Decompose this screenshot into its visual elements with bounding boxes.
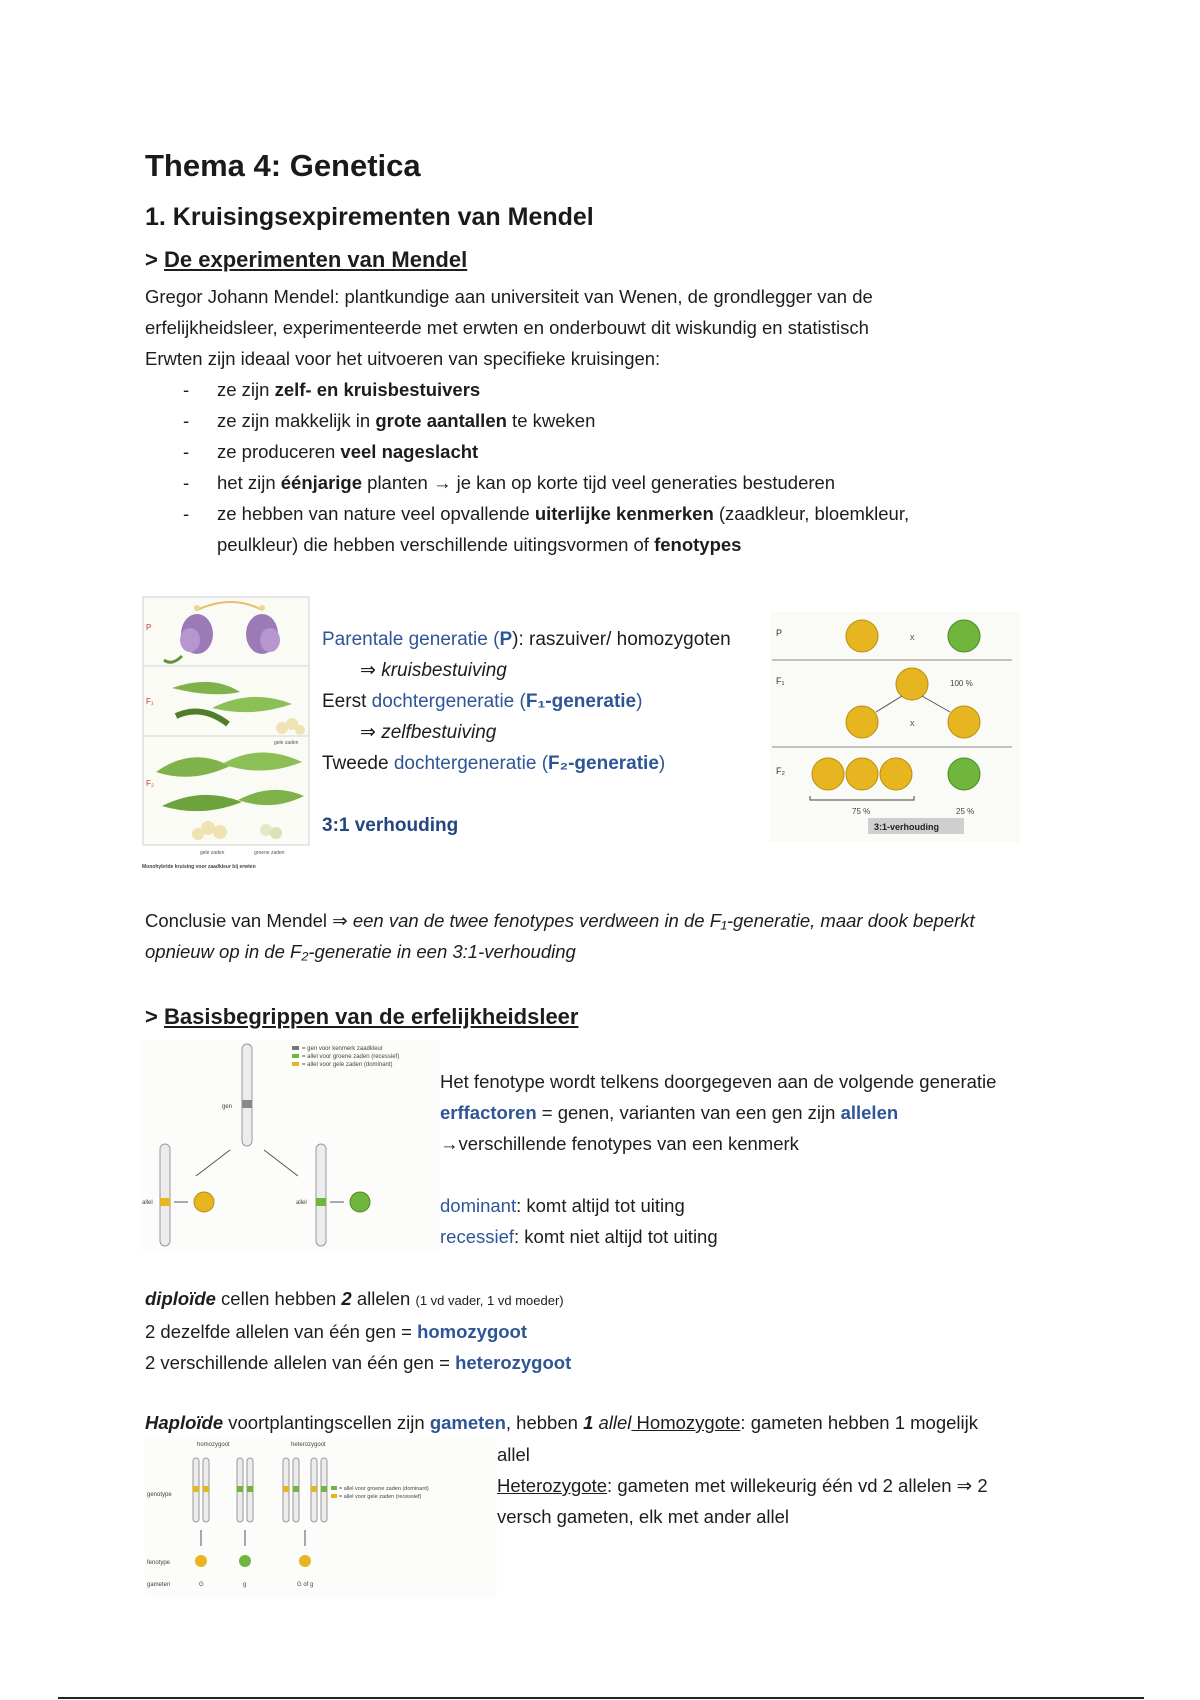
subheading-prefix: > (145, 1004, 158, 1029)
intro-paragraph (145, 281, 1145, 560)
svg-text:= allel voor groene zaden (dom: = allel voor groene zaden (dominant) (339, 1486, 429, 1492)
yellow-seed-icon (846, 620, 878, 652)
svg-text:gele zaden: gele zaden (200, 850, 225, 856)
yellow-seed-icon (896, 668, 928, 700)
basics-block (440, 1066, 1160, 1252)
svg-text:allel: allel (296, 1200, 307, 1206)
chromosome-icon (160, 1144, 170, 1246)
dominant-line: dominant: komt altijd tot uiting (440, 1195, 685, 1216)
svg-text:75 %: 75 % (852, 807, 871, 816)
yellow-seed-icon (948, 706, 980, 738)
green-seed-icon (350, 1192, 370, 1212)
gamete-diagram (145, 1438, 497, 1598)
green-seed-icon (948, 758, 980, 790)
svg-text:25 %: 25 % (956, 807, 975, 816)
bullet-list (145, 374, 1145, 560)
svg-text:groene zaden: groene zaden (254, 850, 285, 856)
yellow-seed-icon (194, 1192, 214, 1212)
svg-text:gameten: gameten (147, 1582, 171, 1588)
yellow-seed-icon (846, 758, 878, 790)
svg-text:gen: gen (222, 1104, 233, 1110)
svg-text:G of g: G of g (297, 1582, 314, 1588)
svg-text:= allel voor gele zaden (domin: = allel voor gele zaden (dominant) (302, 1062, 393, 1068)
green-seed-icon (948, 620, 980, 652)
list-item: - ze hebben van nature veel opvallende uiterlijke kenmerken (zaadkleur, bloemkleur, peulkleur) die hebben verschillende uitingsvormen of fenotypes (145, 498, 1145, 560)
pea-plant-image (142, 596, 312, 876)
conclusion-paragraph: Conclusie van Mendel ⇒ een van de twee fenotypes verdween in de F₁-generatie, maar dook beperkt opnieuw op in de F₂-generatie in een 3:1-verhouding (145, 910, 975, 962)
generations-block (322, 624, 731, 841)
yellow-seed-icon (846, 706, 878, 738)
subheading-text: Basisbegrippen van de erfelijkheidsleer (163, 1004, 579, 1029)
svg-text:F₂: F₂ (146, 779, 154, 788)
self-line: ⇒ zelfbestuiving (360, 722, 497, 743)
svg-text:heterozygoot: heterozygoot (291, 1442, 326, 1448)
svg-text:= gen voor kenmerk zaadkleur: = gen voor kenmerk zaadkleur (302, 1046, 383, 1052)
f2-line: Tweede dochtergeneratie (F₂-generatie) (322, 753, 666, 774)
seed-cross-diagram (770, 612, 1020, 842)
ratio-label: 3:1 verhouding (322, 815, 459, 836)
pea-plant-figure (142, 596, 312, 876)
svg-text:F₂: F₂ (776, 766, 785, 776)
haploid-line: Haploïde voortplantingscellen zijn gameten, hebben 1 allel Homozygote: gameten hebben 1 mogelijk (145, 1412, 978, 1433)
svg-text:= allel voor gele zaden (reces: = allel voor gele zaden (recessief) (339, 1494, 422, 1500)
svg-text:F₁: F₁ (146, 697, 154, 706)
yellow-seed-icon (812, 758, 844, 790)
svg-text:100 %: 100 % (950, 679, 973, 688)
green-seed-icon (239, 1555, 251, 1567)
basics-line: erffactoren = genen, varianten van een gen zijn allelen (440, 1102, 899, 1123)
subheading-experiments (145, 247, 467, 273)
intro-line: erfelijkheidsleer, experimenteerde met erwten en onderbouwt dit wiskundig en statistisch (145, 317, 869, 338)
svg-text:allel: allel (142, 1200, 153, 1206)
svg-text:genotype: genotype (147, 1492, 172, 1498)
svg-text:P: P (776, 628, 783, 638)
yellow-seed-icon (299, 1555, 311, 1567)
svg-text:3:1-verhouding: 3:1-verhouding (874, 822, 940, 832)
intro-line: Gregor Johann Mendel: plantkundige aan universiteit van Wenen, de grondlegger van de (145, 286, 873, 307)
list-item: - ze produceren veel nageslacht (145, 436, 1145, 467)
intro-line: Erwten zijn ideaal voor het uitvoeren van specifieke kruisingen: (145, 348, 661, 369)
chromosome-figure (140, 1040, 440, 1250)
cross-line: ⇒ kruisbestuiving (360, 660, 507, 681)
yellow-seed-icon (195, 1555, 207, 1567)
f1-line: Eerst dochtergeneratie (F₁-generatie) (322, 691, 643, 712)
svg-text:homozygoot: homozygoot (197, 1442, 230, 1448)
svg-text:G: G (199, 1582, 204, 1588)
list-item: - ze zijn makkelijk in grote aantallen te kweken (145, 405, 1145, 436)
chromosome-diagram (140, 1040, 440, 1250)
svg-text:= allel voor groene zaden (rec: = allel voor groene zaden (recessief) (302, 1054, 400, 1060)
haploid-continued: allel Heterozygote: gameten met willekeurig één vd 2 allelen ⇒ 2 versch gameten, elk met ander allel (497, 1444, 988, 1527)
subheading-basics (145, 1004, 578, 1030)
svg-text:fenotype: fenotype (147, 1560, 171, 1566)
subheading-prefix: > (145, 247, 158, 272)
svg-text:gele zaden: gele zaden (274, 740, 299, 746)
diploid-paragraph: diploïde cellen hebben 2 allelen (1 vd vader, 1 vd moeder) 2 dezelfde allelen van één gen = homozygoot 2 verschillende allelen van één gen = heterozygoot (145, 1288, 572, 1373)
gamete-figure (145, 1438, 497, 1598)
yellow-seed-icon (880, 758, 912, 790)
parental-line: Parentale generatie (P): raszuiver/ homozygoten (322, 629, 731, 650)
svg-text:x: x (910, 632, 915, 642)
chromosome-icon (242, 1044, 252, 1146)
basics-line: Het fenotype wordt telkens doorgegeven aan de volgende generatie (440, 1071, 997, 1092)
list-item: - het zijn éénjarige planten → je kan op korte tijd veel generaties bestuderen (145, 467, 1145, 498)
bottom-divider (58, 1697, 1144, 1699)
svg-text:Monohybride kruising voor zaad: Monohybride kruising voor zaadkleur bij erwten (142, 864, 256, 870)
section-title: 1. Kruisingsexpirementen van Mendel (145, 203, 594, 231)
list-item: - ze zijn zelf- en kruisbestuivers (145, 374, 1145, 405)
recessive-line: recessief: komt niet altijd tot uiting (440, 1226, 718, 1247)
basics-line: →verschillende fenotypes van een kenmerk (440, 1133, 799, 1154)
svg-text:g: g (243, 1582, 247, 1588)
svg-text:F₁: F₁ (776, 676, 785, 686)
subheading-text: De experimenten van Mendel (163, 247, 468, 272)
svg-text:x: x (910, 718, 915, 728)
chromosome-icon (316, 1144, 326, 1246)
seed-cross-figure (770, 612, 1020, 842)
svg-text:P: P (146, 623, 152, 632)
page-title: Thema 4: Genetica (145, 148, 421, 183)
